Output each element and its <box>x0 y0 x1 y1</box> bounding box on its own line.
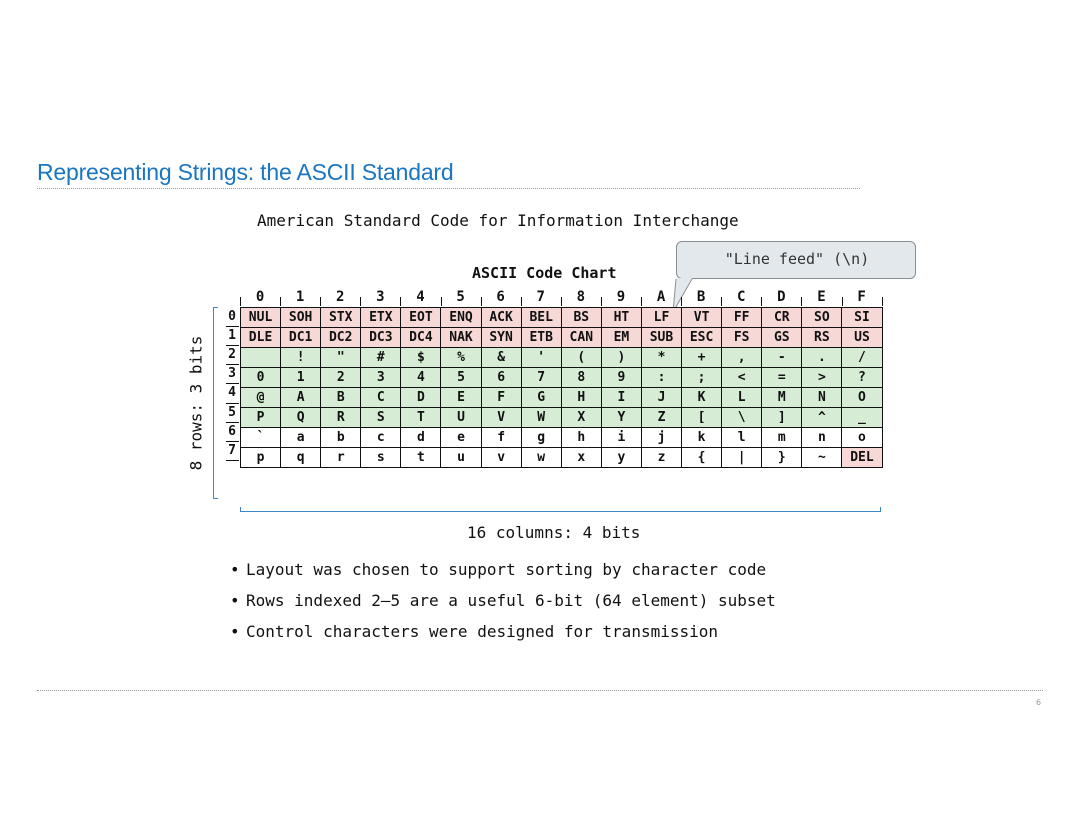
bullet-dot-icon: • <box>230 591 240 610</box>
table-cell: a <box>281 428 321 448</box>
column-tick <box>521 297 522 306</box>
table-cell: { <box>682 448 722 468</box>
table-cell: ! <box>281 348 321 368</box>
table-cell: ) <box>601 348 641 368</box>
table-cell: y <box>601 448 641 468</box>
table-cell: V <box>481 408 521 428</box>
column-header: E <box>817 289 826 305</box>
table-cell: @ <box>241 388 281 408</box>
table-row <box>241 348 883 368</box>
table-cell: > <box>802 368 842 388</box>
column-tick <box>441 297 442 306</box>
column-header: F <box>857 289 866 305</box>
column-tick <box>360 297 361 306</box>
row-header: 2 <box>228 347 236 363</box>
table-cell: EOT <box>401 308 441 328</box>
row-tick <box>226 383 239 384</box>
table-cell: l <box>722 428 762 448</box>
table-cell: k <box>682 428 722 448</box>
table-cell: FS <box>722 328 762 348</box>
table-cell: \ <box>722 408 762 428</box>
table-cell: SO <box>802 308 842 328</box>
table-cell: ETX <box>361 308 401 328</box>
table-cell: v <box>481 448 521 468</box>
column-header: 3 <box>376 289 385 305</box>
table-cell: ENQ <box>441 308 481 328</box>
table-cell: } <box>762 448 802 468</box>
table-cell: ; <box>682 368 722 388</box>
table-cell: d <box>401 428 441 448</box>
table-cell: ' <box>521 348 561 368</box>
table-cell: X <box>561 408 601 428</box>
bullet-list <box>230 559 776 652</box>
table-cell: & <box>481 348 521 368</box>
table-cell: DEL <box>842 448 882 468</box>
column-header: 0 <box>255 289 265 305</box>
table-cell: h <box>561 428 601 448</box>
column-header: 7 <box>536 289 545 305</box>
table-cell: T <box>401 408 441 428</box>
table-cell: # <box>361 348 401 368</box>
line-feed-callout <box>676 241 916 279</box>
table-cell: 0 <box>241 368 281 388</box>
columns-label: 16 columns: 4 bits <box>467 523 641 542</box>
table-cell: LF <box>641 308 681 328</box>
table-cell: < <box>722 368 762 388</box>
table-cell: N <box>802 388 842 408</box>
table-cell: US <box>842 328 882 348</box>
bullet-text: Rows indexed 2–5 are a useful 6-bit (64 element) subset <box>246 591 776 610</box>
column-tick <box>842 297 843 306</box>
table-cell: STX <box>321 308 361 328</box>
column-tick <box>320 297 321 306</box>
table-cell: FF <box>722 308 762 328</box>
row-header: 1 <box>228 328 236 344</box>
list-item <box>230 590 776 621</box>
table-cell: DC2 <box>321 328 361 348</box>
row-header: 7 <box>228 442 236 458</box>
callout-text: "Line feed" (\n) <box>724 250 870 268</box>
table-cell: DC4 <box>401 328 441 348</box>
table-cell: H <box>561 388 601 408</box>
table-cell: j <box>641 428 681 448</box>
table-cell: ~ <box>802 448 842 468</box>
bullet-dot-icon: • <box>230 622 240 641</box>
table-cell: EM <box>601 328 641 348</box>
table-cell: R <box>321 408 361 428</box>
table-cell: 6 <box>481 368 521 388</box>
table-cell: g <box>521 428 561 448</box>
table-cell: A <box>281 388 321 408</box>
table-row <box>241 368 883 388</box>
table-cell: O <box>842 388 882 408</box>
row-tick <box>226 460 239 461</box>
list-item <box>230 621 776 652</box>
table-cell: J <box>641 388 681 408</box>
table-cell: 7 <box>521 368 561 388</box>
table-cell: % <box>441 348 481 368</box>
table-cell: F <box>481 388 521 408</box>
rows-bracket <box>213 307 218 499</box>
title-divider <box>37 188 860 189</box>
column-header: 6 <box>496 289 505 305</box>
footer-divider <box>37 690 1043 691</box>
table-row <box>241 388 883 408</box>
table-cell: I <box>601 388 641 408</box>
table-cell: _ <box>842 408 882 428</box>
table-row <box>241 428 883 448</box>
table-cell: BEL <box>521 308 561 328</box>
table-cell: DLE <box>241 328 281 348</box>
row-tick <box>226 345 239 346</box>
table-cell: e <box>441 428 481 448</box>
table-row <box>241 308 883 328</box>
table-cell: + <box>682 348 722 368</box>
table-cell: DC3 <box>361 328 401 348</box>
column-tick <box>641 297 642 306</box>
table-cell: P <box>241 408 281 428</box>
column-tick <box>761 297 762 306</box>
table-cell: 8 <box>561 368 601 388</box>
table-cell: W <box>521 408 561 428</box>
table-cell: GS <box>762 328 802 348</box>
table-cell: ACK <box>481 308 521 328</box>
table-cell: U <box>441 408 481 428</box>
table-cell: ` <box>241 428 281 448</box>
bullet-dot-icon: • <box>230 560 240 579</box>
table-cell: M <box>762 388 802 408</box>
column-tick <box>240 297 241 306</box>
table-cell: p <box>241 448 281 468</box>
table-cell: 4 <box>401 368 441 388</box>
table-cell: ( <box>561 348 601 368</box>
row-header: 0 <box>228 309 236 324</box>
bullet-text: Control characters were designed for transmission <box>246 622 719 641</box>
table-cell: CAN <box>561 328 601 348</box>
table-cell: 5 <box>441 368 481 388</box>
table-cell: u <box>441 448 481 468</box>
column-tick <box>681 297 682 306</box>
table-cell: ? <box>842 368 882 388</box>
table-cell: NAK <box>441 328 481 348</box>
row-header: 4 <box>228 385 236 401</box>
table-cell: o <box>842 428 882 448</box>
table-cell: D <box>401 388 441 408</box>
table-row <box>241 328 883 348</box>
column-tick <box>721 297 722 306</box>
table-cell: [ <box>682 408 722 428</box>
row-tick <box>226 403 239 404</box>
chart-title: ASCII Code Chart <box>472 264 617 282</box>
table-cell: NUL <box>241 308 281 328</box>
table-cell: K <box>682 388 722 408</box>
table-cell: r <box>321 448 361 468</box>
column-tick <box>280 297 281 306</box>
table-cell: Q <box>281 408 321 428</box>
table-cell: HT <box>601 308 641 328</box>
table-cell: C <box>361 388 401 408</box>
column-header: 5 <box>456 289 465 305</box>
row-tick <box>226 422 239 423</box>
table-cell: " <box>321 348 361 368</box>
column-tick <box>481 297 482 306</box>
table-cell: RS <box>802 328 842 348</box>
table-cell: SUB <box>641 328 681 348</box>
columns-bracket <box>240 507 881 512</box>
column-tick <box>400 297 401 306</box>
column-header: D <box>777 289 786 305</box>
table-cell: z <box>641 448 681 468</box>
table-cell: Z <box>641 408 681 428</box>
row-header: 5 <box>228 404 236 420</box>
table-cell: b <box>321 428 361 448</box>
table-cell: SOH <box>281 308 321 328</box>
column-tick <box>561 297 562 306</box>
table-cell: 2 <box>321 368 361 388</box>
table-cell: q <box>281 448 321 468</box>
ascii-table <box>240 307 883 468</box>
rows-label: 8 rows: 3 bits <box>186 335 206 471</box>
row-tick <box>226 364 239 365</box>
table-cell: BS <box>561 308 601 328</box>
column-tick <box>801 297 802 306</box>
table-cell <box>241 348 281 368</box>
table-cell: B <box>321 388 361 408</box>
table-row <box>241 408 883 428</box>
table-cell: m <box>762 428 802 448</box>
table-cell: . <box>802 348 842 368</box>
table-cell: 3 <box>361 368 401 388</box>
table-cell: = <box>762 368 802 388</box>
table-cell: E <box>441 388 481 408</box>
column-header: B <box>696 289 706 305</box>
table-cell: L <box>722 388 762 408</box>
table-cell: : <box>641 368 681 388</box>
table-cell: / <box>842 348 882 368</box>
table-cell: SYN <box>481 328 521 348</box>
table-cell: $ <box>401 348 441 368</box>
table-row <box>241 448 883 468</box>
table-cell: * <box>641 348 681 368</box>
table-cell: 9 <box>601 368 641 388</box>
table-cell: S <box>361 408 401 428</box>
table-cell: i <box>601 428 641 448</box>
column-header: 1 <box>295 289 305 305</box>
table-cell: SI <box>842 308 882 328</box>
column-tick <box>601 297 602 306</box>
table-cell: s <box>361 448 401 468</box>
column-header: 9 <box>616 289 626 305</box>
column-header: 2 <box>336 289 345 305</box>
table-cell: CR <box>762 308 802 328</box>
column-header: C <box>737 289 746 305</box>
row-header: 3 <box>228 366 236 382</box>
slide-subtitle: American Standard Code for Information Interchange <box>257 211 739 230</box>
column-tick <box>882 297 883 306</box>
table-cell: 1 <box>281 368 321 388</box>
table-cell: f <box>481 428 521 448</box>
table-cell: ] <box>762 408 802 428</box>
row-header: 6 <box>228 423 236 439</box>
table-cell: G <box>521 388 561 408</box>
table-cell: ^ <box>802 408 842 428</box>
row-tick <box>226 326 239 327</box>
table-cell: w <box>521 448 561 468</box>
table-cell: | <box>722 448 762 468</box>
table-cell: c <box>361 428 401 448</box>
table-cell: - <box>762 348 802 368</box>
page-number: 6 <box>1036 698 1042 707</box>
column-header: 4 <box>416 289 425 305</box>
table-cell: x <box>561 448 601 468</box>
list-item <box>230 559 776 590</box>
column-header: 8 <box>576 289 586 305</box>
table-cell: ETB <box>521 328 561 348</box>
table-cell: VT <box>682 308 722 328</box>
table-cell: n <box>802 428 842 448</box>
column-header: A <box>656 289 666 305</box>
table-cell: ESC <box>682 328 722 348</box>
bullet-text: Layout was chosen to support sorting by character code <box>246 560 767 579</box>
table-cell: , <box>722 348 762 368</box>
table-cell: DC1 <box>281 328 321 348</box>
table-cell: Y <box>601 408 641 428</box>
table-cell: t <box>401 448 441 468</box>
slide-title: Representing Strings: the ASCII Standard <box>37 159 454 185</box>
row-tick <box>226 441 239 442</box>
